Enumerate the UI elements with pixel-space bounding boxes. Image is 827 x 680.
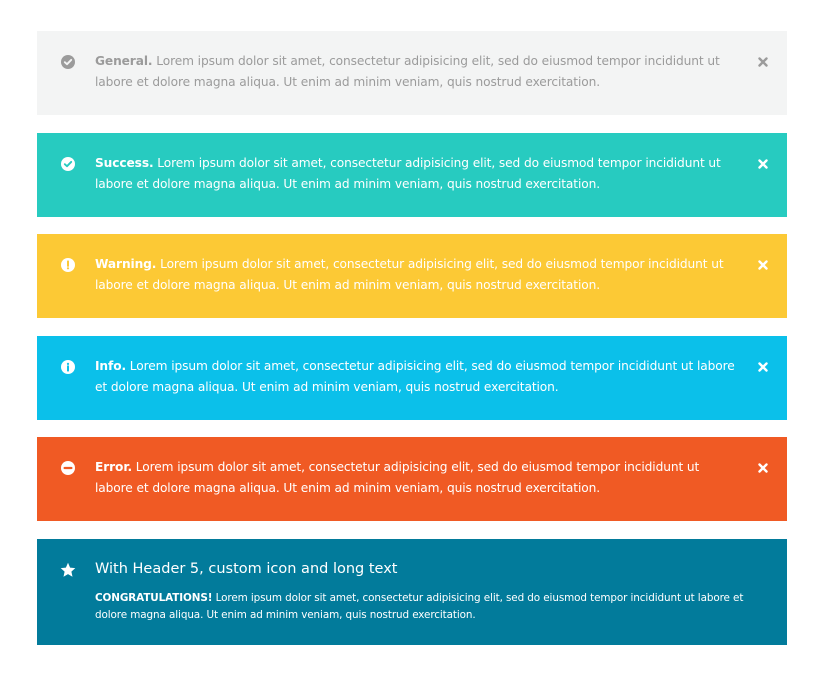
alert-text: Lorem ipsum dolor sit amet, consectetur adipisicing elit, sed do eiusmod tempor incididunt ut labore et dolore magna aliqua. Ut enim ad minim veniam, quis nostrud exercitation. xyxy=(95,592,744,621)
alert-warning xyxy=(37,234,787,318)
alert-general xyxy=(37,31,787,115)
star-icon xyxy=(60,562,76,578)
close-icon[interactable] xyxy=(757,56,769,68)
close-icon[interactable] xyxy=(757,158,769,170)
alert-message xyxy=(95,457,740,499)
alert-label: Warning. xyxy=(95,257,157,271)
alert-label: CONGRATULATIONS! xyxy=(95,592,213,604)
alert-text: Lorem ipsum dolor sit amet, consectetur adipisicing elit, sed do eiusmod tempor incididunt ut labore et dolore magna aliqua. Ut enim ad minim veniam, quis nostrud exercitation. xyxy=(95,156,721,191)
alert-error xyxy=(37,437,787,521)
alert-label: General. xyxy=(95,54,153,68)
alert-message xyxy=(95,590,745,624)
alert-success xyxy=(37,133,787,217)
close-icon[interactable] xyxy=(757,462,769,474)
close-icon[interactable] xyxy=(757,259,769,271)
alert-heading: With Header 5, custom icon and long text xyxy=(95,561,398,577)
alert-custom xyxy=(37,539,787,645)
alert-message xyxy=(95,51,740,93)
alert-label: Success. xyxy=(95,156,154,170)
alert-label: Error. xyxy=(95,460,133,474)
alert-text: Lorem ipsum dolor sit amet, consectetur adipisicing elit, sed do eiusmod tempor incididunt ut labore et dolore magna aliqua. Ut enim ad minim veniam, quis nostrud exercitation. xyxy=(95,54,720,89)
alert-message xyxy=(95,356,740,398)
alert-label: Info. xyxy=(95,359,127,373)
alert-message xyxy=(95,254,740,296)
alert-message xyxy=(95,153,740,195)
info-circle-icon xyxy=(61,360,75,374)
minus-circle-icon xyxy=(61,461,75,475)
close-icon[interactable] xyxy=(757,361,769,373)
alert-text: Lorem ipsum dolor sit amet, consectetur adipisicing elit, sed do eiusmod tempor incididunt ut labore et dolore magna aliqua. Ut enim ad minim veniam, quis nostrud exercitation. xyxy=(95,359,735,394)
exclamation-circle-icon xyxy=(61,258,75,272)
check-circle-icon xyxy=(61,157,75,171)
alert-text: Lorem ipsum dolor sit amet, consectetur adipisicing elit, sed do eiusmod tempor incididunt ut labore et dolore magna aliqua. Ut enim ad minim veniam, quis nostrud exercitation. xyxy=(95,460,700,495)
check-circle-icon xyxy=(61,55,75,69)
alert-info xyxy=(37,336,787,420)
alert-text: Lorem ipsum dolor sit amet, consectetur adipisicing elit, sed do eiusmod tempor incididunt ut labore et dolore magna aliqua. Ut enim ad minim veniam, quis nostrud exercitation. xyxy=(95,257,724,292)
